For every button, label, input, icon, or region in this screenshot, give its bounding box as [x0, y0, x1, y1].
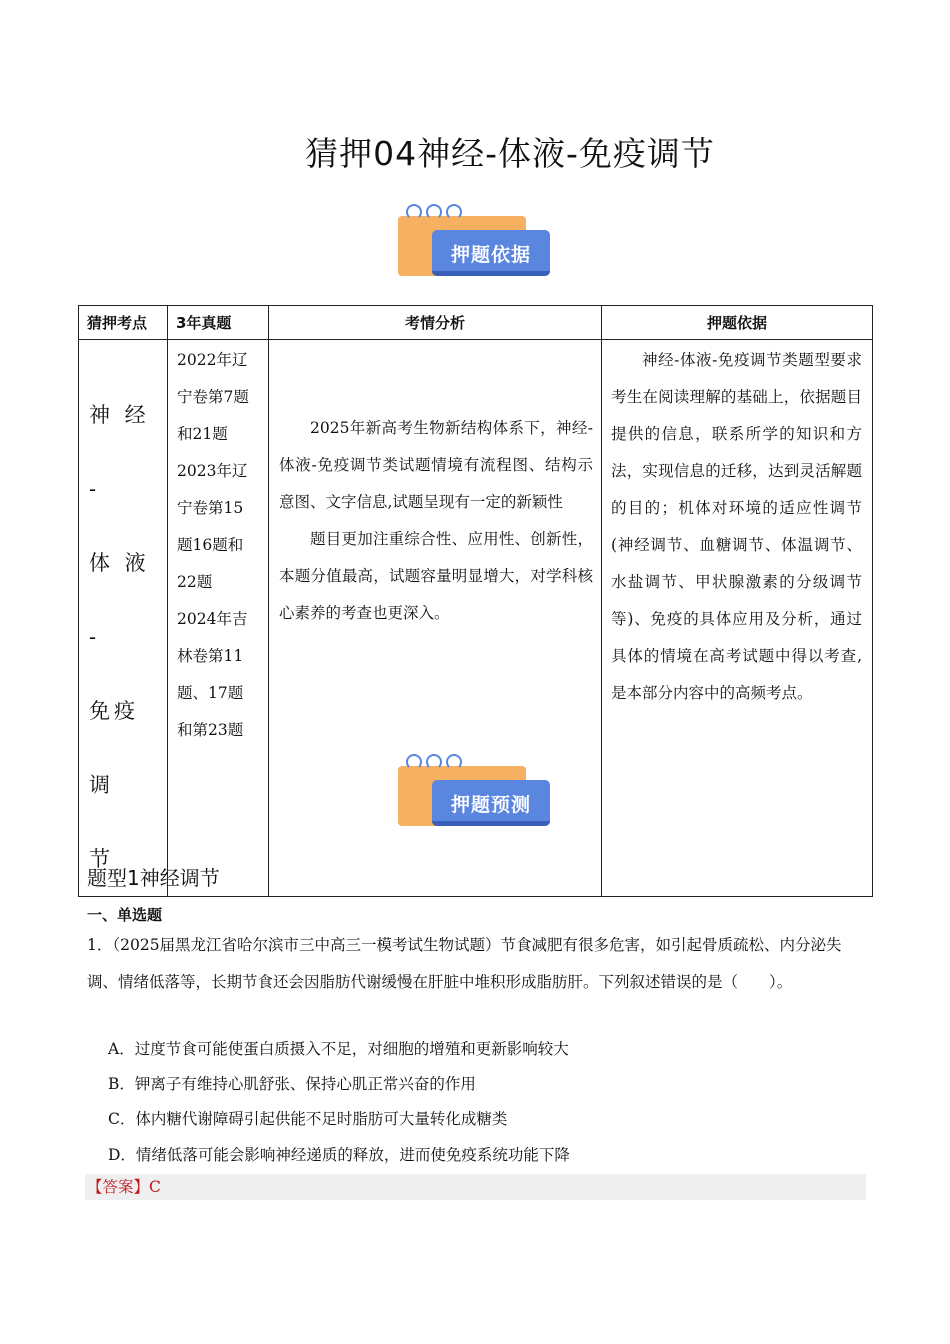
ring-icon [406, 204, 462, 220]
ring-icon [406, 754, 462, 770]
document-title: 猜押04神经-体液-免疫调节 [305, 134, 715, 173]
banner-prediction-label: 押题预测 [432, 780, 550, 826]
table-header: 3年真题 [168, 306, 269, 340]
analysis-cell: 2025年新高考生物新结构体系下，神经-体液-免疫调节类试题情境有流程图、结构示意图、文字信息,试题呈现有一定的新颖性 题目更加注重综合性、应用性、创新性，本题分值最高，试题容量明显增大，对学科核心素养的考查也更深入。 [269, 340, 602, 897]
answer-box: 【答案】C [85, 1174, 866, 1200]
banner-prediction [388, 758, 568, 848]
table-header: 押题依据 [602, 306, 873, 340]
subsection-heading: 一、单选题 [87, 906, 163, 924]
option-b: B．钾离子有维持心肌舒张、保持心肌正常兴奋的作用 [108, 1075, 476, 1093]
table-header-row [79, 306, 873, 340]
option-a: A．过度节食可能使蛋白质摄入不足，对细胞的增殖和更新影响较大 [108, 1040, 569, 1058]
question-stem: 1．（2025届黑龙江省哈尔滨市三中高三一模考试生物试题）节食减肥有很多危害，如引起骨质疏松、内分泌失调、情绪低落等，长期节食还会因脂肪代谢缓慢在肝脏中堆积形成脂肪肝。下列叙述错误的是（ ）。 [87, 936, 842, 991]
option-d: D．情绪低落可能会影响神经递质的释放，进而使免疫系统功能下降 [108, 1146, 570, 1164]
years-cell: 2022年辽 宁卷第7题 和21题 2023年辽 宁卷第15 题16题和 22题 2024年吉 林卷第11 题、17题 和第23题 [168, 340, 269, 897]
table-header: 猜押考点 [79, 306, 168, 340]
banner-basis-label: 押题依据 [432, 230, 550, 276]
banner-basis [388, 208, 568, 298]
section-heading: 题型1神经调节 [87, 866, 220, 890]
topic-cell: 神 经 - 体 液 - 免疫调 节 [79, 340, 168, 897]
table-header: 考情分析 [269, 306, 602, 340]
option-c: C．体内糖代谢障碍引起供能不足时脂肪可大量转化成糖类 [108, 1110, 508, 1128]
basis-cell: 神经-体液-免疫调节类题型要求考生在阅读理解的基础上，依据题目提供的信息，联系所学的知识和方法，实现信息的迁移，达到灵活解题的目的；机体对环境的适应性调节(神经调节、血糖调节、体温调节、水盐调节、甲状腺激素的分级调节等)、免疫的具体应用及分析，通过具体的情境在高考试题中得以考查,是本部分内容中的高频考点。 [602, 340, 873, 897]
